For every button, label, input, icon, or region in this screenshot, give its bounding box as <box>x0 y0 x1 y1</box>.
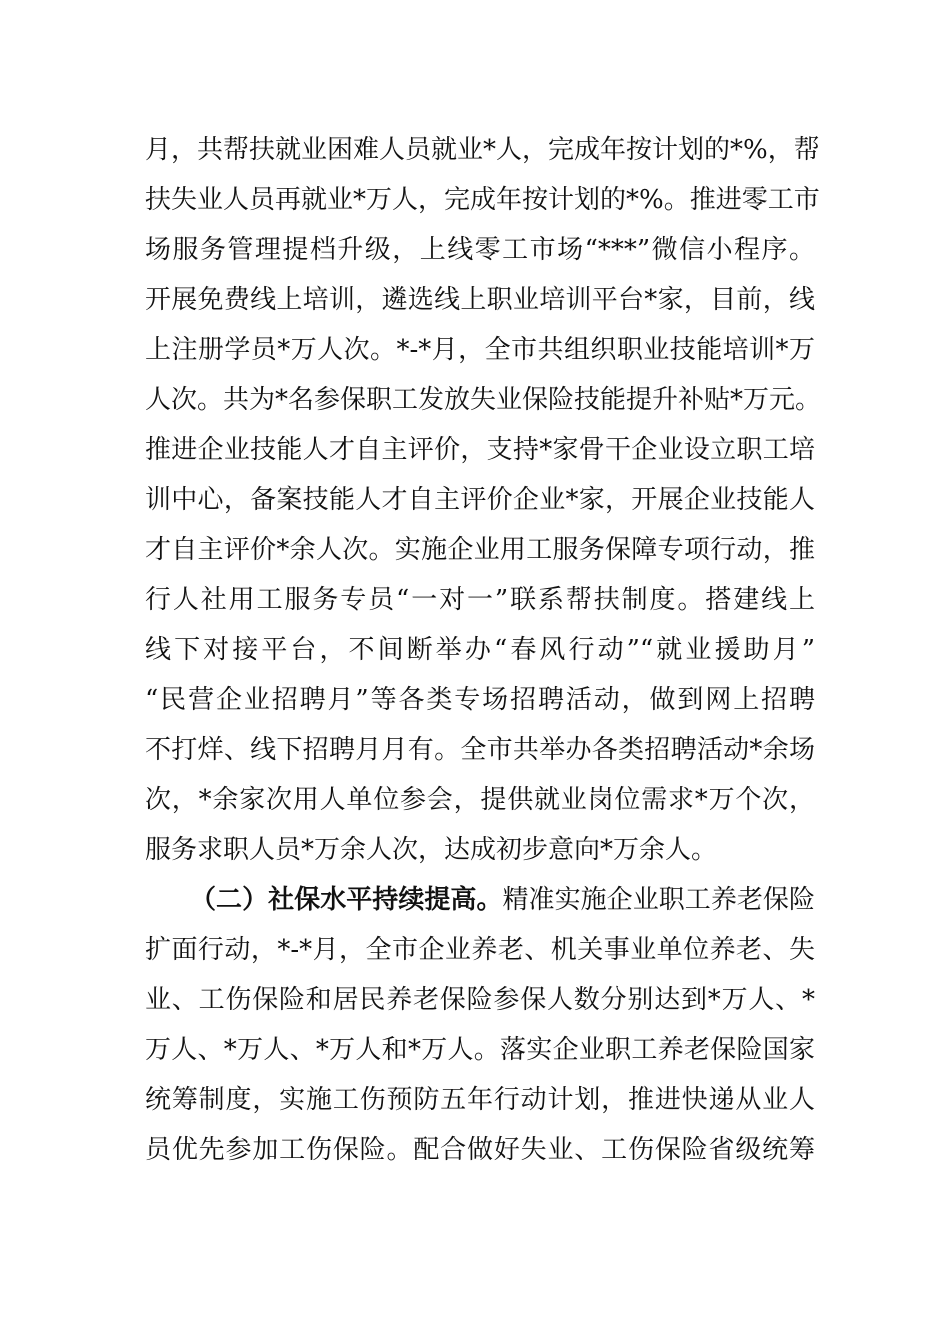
text-line: 业、工伤保险和居民养老保险参保人数分别达到*万人、* <box>145 985 815 1015</box>
text-line: 推进企业技能人才自主评价，支持*家骨干企业设立职工培 <box>145 435 815 465</box>
text-line: 不打烊、线下招聘月月有。全市共举办各类招聘活动*余场 <box>145 735 815 765</box>
text-line: 月，共帮扶就业困难人员就业*人，完成年按计划的*%，帮 <box>145 135 820 165</box>
section-first-line <box>190 880 815 920</box>
text-line: 员优先参加工伤保险。配合做好失业、工伤保险省级统筹 <box>145 1135 815 1165</box>
text-line: 才自主评价*余人次。实施企业用工服务保障专项行动，推 <box>145 535 815 565</box>
text-line: 行人社用工服务专员“一对一”联系帮扶制度。搭建线上 <box>145 585 815 615</box>
text-line: 扶失业人员再就业*万人，完成年按计划的*%。推进零工市 <box>145 185 820 215</box>
text-line: 上注册学员*万人次。*-*月，全市共组织职业技能培训*万 <box>145 335 815 365</box>
text-line: 统筹制度，实施工伤预防五年行动计划，推进快递从业人 <box>145 1085 815 1115</box>
text-line: 人次。共为*名参保职工发放失业保险技能提升补贴*万元。 <box>145 385 822 415</box>
text-line: 万人、*万人、*万人和*万人。落实企业职工养老保险国家 <box>145 1035 815 1065</box>
text-line: 开展免费线上培训，遴选线上职业培训平台*家，目前，线 <box>145 285 815 315</box>
text-line: 场服务管理提档升级，上线零工市场“***”微信小程序。 <box>145 235 815 265</box>
text-line: 扩面行动，*-*月，全市企业养老、机关事业单位养老、失 <box>145 935 815 965</box>
section-first-line-text: 精准实施企业职工养老保险 <box>502 885 815 915</box>
text-line: 服务求职人员*万余人次，达成初步意向*万余人。 <box>145 835 718 865</box>
text-line: 次，*余家次用人单位参会，提供就业岗位需求*万个次， <box>145 785 815 815</box>
text-line: 训中心，备案技能人才自主评价企业*家，开展企业技能人 <box>145 485 815 515</box>
text-line: “民营企业招聘月”等各类专场招聘活动，做到网上招聘 <box>145 685 815 715</box>
section-heading: （二）社保水平持续提高。 <box>190 885 503 915</box>
text-line: 线下对接平台，不间断举办“春风行动”“就业援助月” <box>145 635 815 665</box>
